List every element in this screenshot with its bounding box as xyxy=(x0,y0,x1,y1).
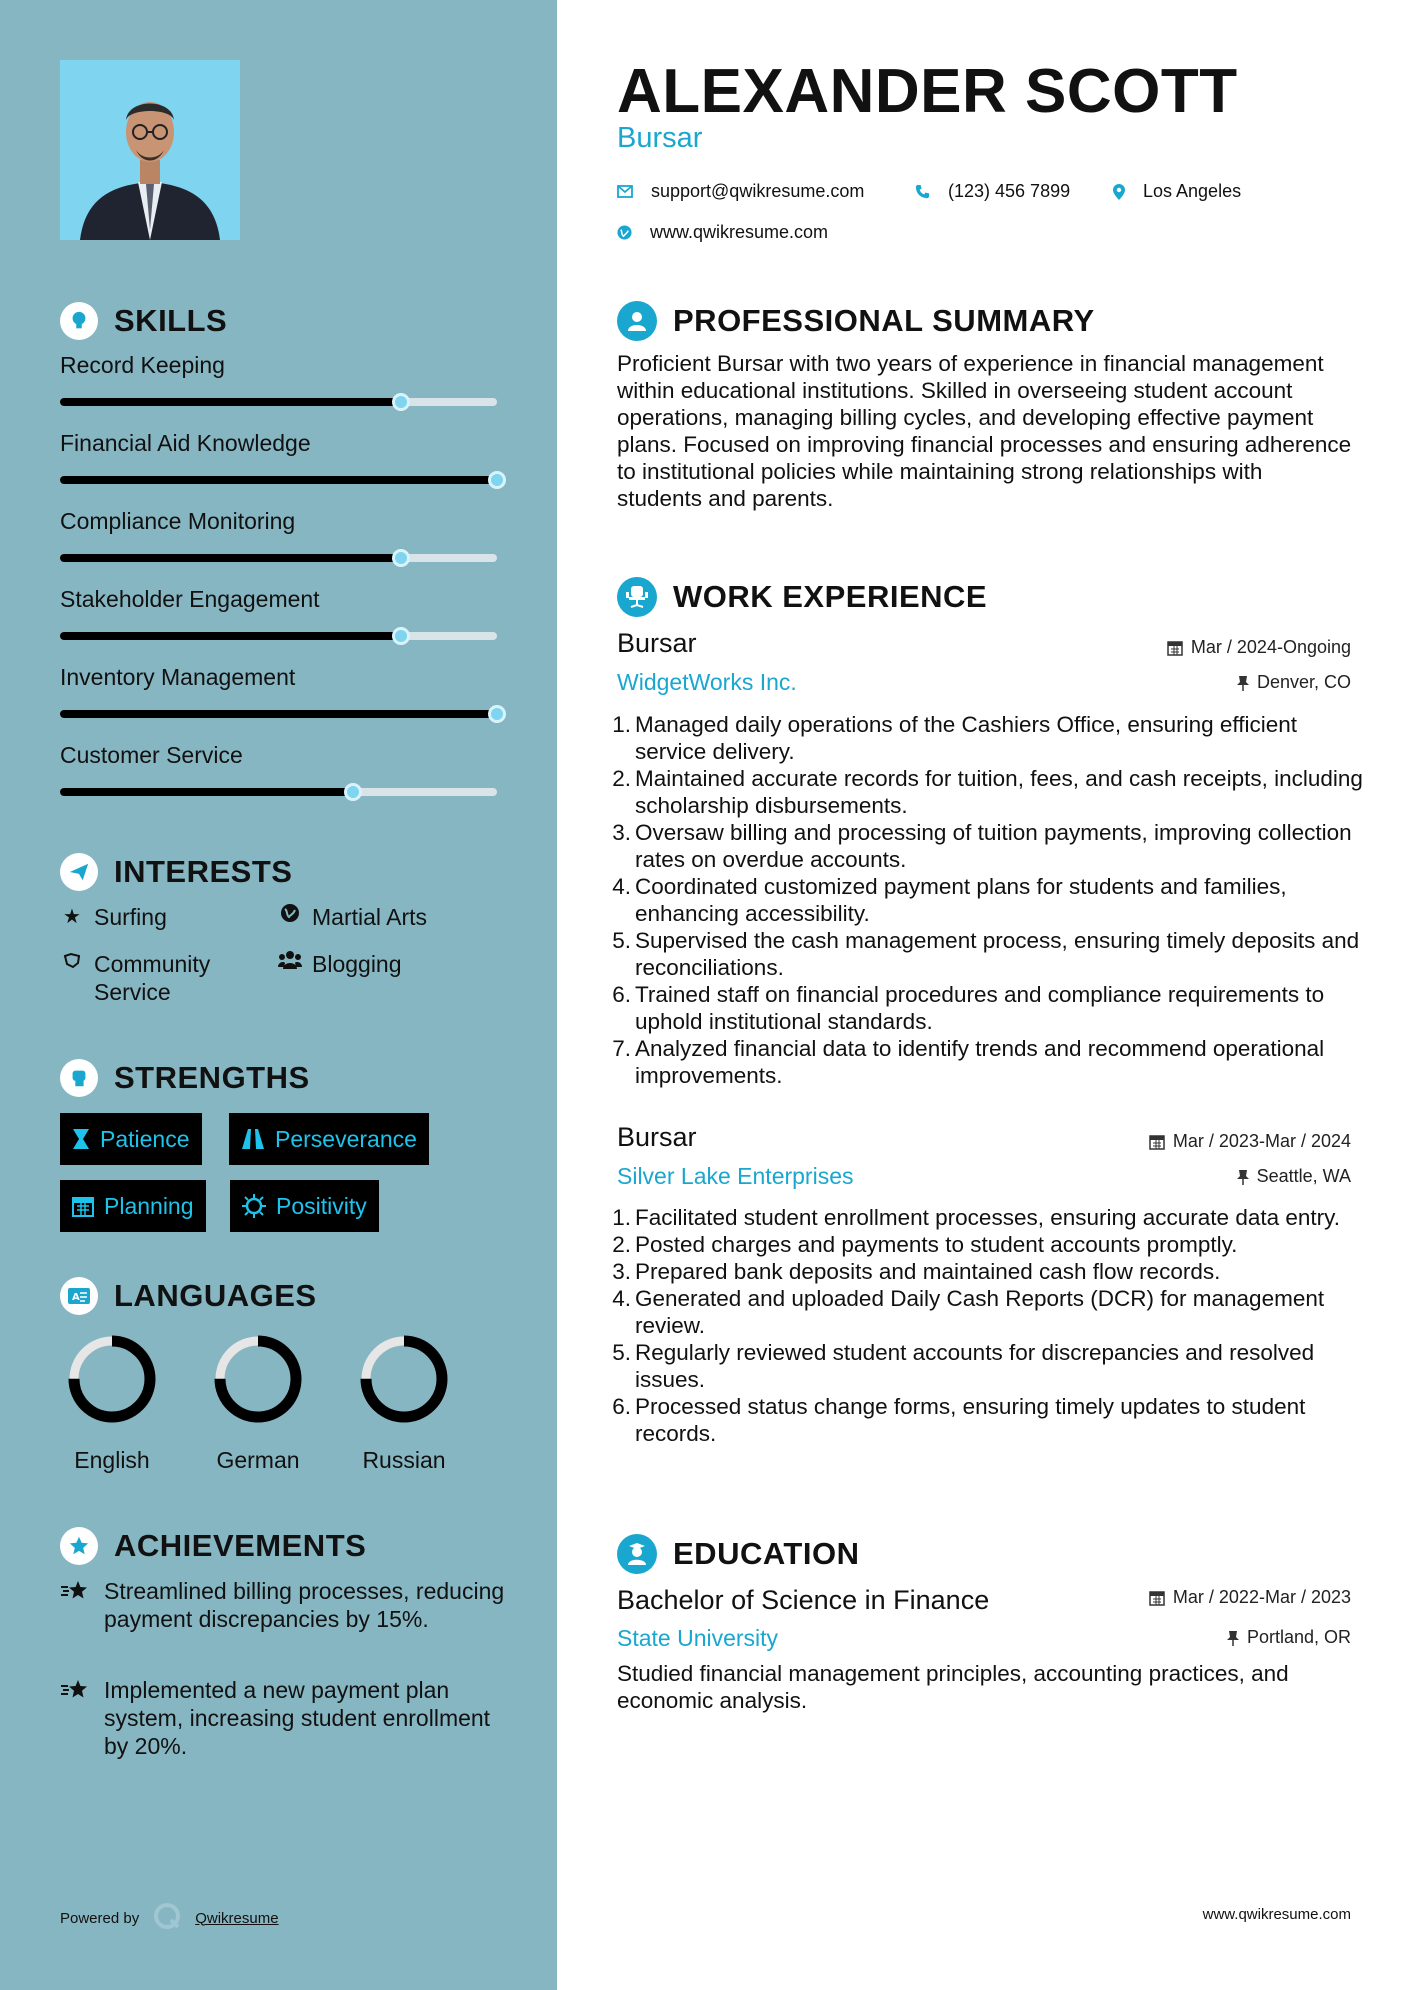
map-pin-icon xyxy=(1113,184,1125,200)
job-dates-text: Mar / 2023-Mar / 2024 xyxy=(1172,1131,1351,1151)
achievement-text: Implemented a new payment plan system, increasing student enrollment by 20%. xyxy=(104,1677,491,1759)
summary-text: Proficient Bursar with two years of experience in financial management within educational institutions. Skilled in overseeing student account operations, managing billing cycles, and developing effective payment plans. Focused on improving financial processes and ensuring adherence to institutional policies while maintaining strong relationships with students and parents. xyxy=(617,351,1352,511)
skill-bar-fill xyxy=(60,554,401,562)
bullet-number: 4. xyxy=(612,874,631,899)
achievement-text: Streamlined billing processes, reducing payment discrepancies by 15%. xyxy=(104,1578,505,1632)
skill-bar-fill xyxy=(60,398,401,406)
strength-tag-planning xyxy=(60,1180,206,1232)
bullet-number: 5. xyxy=(612,1340,631,1365)
summary-title: PROFESSIONAL SUMMARY xyxy=(673,303,1095,338)
bullet-text: Managed daily operations of the Cashiers Office, ensuring efficient service delivery. xyxy=(635,712,1298,764)
job-company: WidgetWorks Inc. xyxy=(617,669,797,695)
bullet-text: Posted charges and payments to student accounts promptly. xyxy=(635,1232,1238,1257)
calendar-icon xyxy=(72,1195,94,1217)
calendar-icon xyxy=(1149,1590,1165,1606)
strength-label: Patience xyxy=(100,1126,190,1152)
bullet-text: Facilitated student enrollment processes, ensuring accurate data entry. xyxy=(635,1205,1340,1230)
skill-label: Customer Service xyxy=(60,742,243,768)
job-bullet xyxy=(609,1285,1369,1339)
job-bullet xyxy=(609,711,1369,765)
job-dates xyxy=(1167,637,1351,658)
job-bullet xyxy=(609,1393,1369,1447)
education-header xyxy=(617,1534,859,1574)
interest-label: Martial Arts xyxy=(312,904,428,930)
job-bullets xyxy=(609,1204,1369,1447)
bullet-text: Supervised the cash management process, ensuring timely deposits and reconciliations. xyxy=(635,928,1360,980)
location-text: Los Angeles xyxy=(1143,181,1242,201)
interest-item-blogging xyxy=(278,950,402,978)
interest-label: Surfing xyxy=(94,904,167,930)
handshake-icon xyxy=(60,950,84,978)
skill-bar-fill xyxy=(60,476,497,484)
job-bullet xyxy=(609,981,1369,1035)
languages-title: LANGUAGES xyxy=(114,1278,317,1313)
users-icon xyxy=(278,950,302,978)
bullet-number: 7. xyxy=(612,1036,631,1061)
strength-tag-positivity xyxy=(230,1180,379,1232)
job-dates-text: Mar / 2024-Ongoing xyxy=(1190,637,1351,657)
strength-label: Perseverance xyxy=(275,1126,417,1152)
education-dates-text: Mar / 2022-Mar / 2023 xyxy=(1172,1587,1351,1607)
job-bullet xyxy=(609,1231,1369,1258)
bullet-text: Trained staff on financial procedures and compliance requirements to uphold institutional standards. xyxy=(635,982,1325,1034)
strengths-title: STRENGTHS xyxy=(114,1060,310,1095)
bullet-number: 1. xyxy=(612,712,631,737)
skill-bar-knob xyxy=(392,549,410,567)
qwikresume-logo-icon xyxy=(153,1902,181,1934)
job-bullet xyxy=(609,765,1369,819)
candidate-name: ALEXANDER SCOTT xyxy=(617,57,1238,126)
school-name: State University xyxy=(617,1625,779,1651)
skill-bar-knob xyxy=(392,393,410,411)
education-description: Studied financial management principles, accounting practices, and economic analysis. xyxy=(617,1661,1289,1713)
experience-header xyxy=(617,577,987,617)
achievement-item xyxy=(60,1577,510,1633)
bullet-text: Generated and uploaded Daily Cash Reports (DCR) for management review. xyxy=(635,1286,1325,1338)
powered-by-label: Powered by xyxy=(60,1909,140,1927)
contact-location xyxy=(1113,181,1241,202)
degree-title: Bachelor of Science in Finance xyxy=(617,1585,990,1615)
job-location-text: Denver, CO xyxy=(1256,672,1351,692)
education-location xyxy=(1227,1627,1351,1648)
interest-item-community-service xyxy=(60,950,260,1006)
experience-title: WORK EXPERIENCE xyxy=(673,579,988,614)
globe-icon xyxy=(278,903,302,931)
skill-bar-knob xyxy=(392,627,410,645)
user-icon xyxy=(617,301,657,341)
skills-header xyxy=(60,302,227,340)
bullet-number: 6. xyxy=(612,1394,631,1419)
shooting-star-icon xyxy=(60,1577,92,1633)
language-card-icon xyxy=(60,1277,98,1315)
job-bullet xyxy=(609,873,1369,927)
calendar-icon xyxy=(1149,1134,1165,1150)
strength-label: Positivity xyxy=(276,1193,367,1219)
paper-plane-icon xyxy=(60,853,98,891)
skill-bar-knob xyxy=(344,783,362,801)
skill-bar-fill xyxy=(60,710,497,718)
skill-bar xyxy=(60,632,497,640)
sun-icon xyxy=(242,1194,266,1218)
bullet-text: Analyzed financial data to identify trends and recommend operational improvements. xyxy=(635,1036,1325,1088)
office-chair-icon xyxy=(617,577,657,617)
candidate-role: Bursar xyxy=(617,122,703,154)
fist-icon xyxy=(60,1059,98,1097)
skill-label: Compliance Monitoring xyxy=(60,508,296,534)
job-bullet xyxy=(609,819,1369,873)
star-icon: ★ xyxy=(63,906,81,928)
bullet-number: 2. xyxy=(612,766,631,791)
svg-text:A: A xyxy=(72,1292,80,1303)
job-title: Bursar xyxy=(617,1122,697,1152)
bullet-text: Regularly reviewed student accounts for discrepancies and resolved issues. xyxy=(635,1340,1315,1392)
phone-icon xyxy=(915,184,930,199)
skill-bar xyxy=(60,788,497,796)
language-ring xyxy=(66,1333,158,1425)
achievements-title: ACHIEVEMENTS xyxy=(114,1528,367,1563)
bullet-number: 6. xyxy=(612,982,631,1007)
job-bullet xyxy=(609,1339,1369,1393)
bullet-number: 2. xyxy=(612,1232,631,1257)
summary-header xyxy=(617,301,1095,341)
pushpin-icon xyxy=(1237,675,1249,691)
bullet-text: Prepared bank deposits and maintained cash flow records. xyxy=(635,1259,1221,1284)
language-label: German xyxy=(216,1447,300,1473)
bullet-text: Coordinated customized payment plans for students and families, enhancing accessibility. xyxy=(635,874,1287,926)
job-bullet xyxy=(609,1258,1369,1285)
job-location-text: Seattle, WA xyxy=(1256,1166,1351,1186)
language-ring xyxy=(358,1333,450,1425)
bullet-number: 3. xyxy=(612,1259,631,1284)
footer-website[interactable]: www.qwikresume.com xyxy=(1202,1906,1351,1923)
skill-label: Record Keeping xyxy=(60,352,225,378)
language-ring xyxy=(212,1333,304,1425)
skill-bar-fill xyxy=(60,788,353,796)
skill-bar xyxy=(60,476,497,484)
website-text: www.qwikresume.com xyxy=(650,222,829,242)
skill-bar-fill xyxy=(60,632,401,640)
language-label: Russian xyxy=(362,1447,446,1473)
graduate-icon xyxy=(617,1534,657,1574)
strength-tag-patience xyxy=(60,1113,202,1165)
job-title: Bursar xyxy=(617,628,697,658)
achievement-item xyxy=(60,1676,510,1760)
email-text: support@qwikresume.com xyxy=(651,181,865,201)
bullet-number: 1. xyxy=(612,1205,631,1230)
strength-label: Planning xyxy=(104,1193,194,1219)
interests-title: INTERESTS xyxy=(114,854,293,889)
languages-header xyxy=(60,1277,317,1315)
phone-text: (123) 456 7899 xyxy=(948,181,1071,201)
powered-by xyxy=(60,1902,279,1934)
envelope-icon xyxy=(617,185,633,198)
job-company: Silver Lake Enterprises xyxy=(617,1163,854,1189)
skills-title: SKILLS xyxy=(114,303,228,338)
bullet-number: 5. xyxy=(612,928,631,953)
main-content xyxy=(557,0,1407,1990)
interests-header xyxy=(60,853,292,891)
strengths-header xyxy=(60,1059,310,1097)
job-bullet xyxy=(609,1035,1369,1089)
achievements-header xyxy=(60,1527,366,1565)
job-dates xyxy=(1149,1131,1351,1152)
globe-icon xyxy=(617,225,632,240)
qwikresume-link[interactable]: Qwikresume xyxy=(195,1909,279,1927)
road-icon xyxy=(241,1129,265,1149)
interest-label: Blogging xyxy=(312,951,402,977)
job-bullet xyxy=(609,1204,1369,1231)
shooting-star-icon xyxy=(60,1676,92,1760)
education-location-text: Portland, OR xyxy=(1246,1627,1351,1647)
education-dates xyxy=(1149,1587,1351,1608)
education-title: EDUCATION xyxy=(673,1536,860,1571)
interest-item-surfing xyxy=(60,903,167,931)
contact-email[interactable] xyxy=(617,181,864,202)
interest-item-martial-arts xyxy=(278,903,427,931)
hourglass-icon xyxy=(72,1128,90,1150)
bullet-number: 3. xyxy=(612,820,631,845)
skill-label: Stakeholder Engagement xyxy=(60,586,320,612)
job-location xyxy=(1237,672,1351,693)
star-badge-icon xyxy=(60,1527,98,1565)
job-bullets xyxy=(609,711,1369,1089)
bullet-number: 4. xyxy=(612,1286,631,1311)
skill-bar xyxy=(60,710,497,718)
calendar-icon xyxy=(1167,640,1183,656)
skill-bar-knob xyxy=(488,705,506,723)
bullet-text: Processed status change forms, ensuring timely updates to student records. xyxy=(635,1394,1306,1446)
job-location xyxy=(1237,1166,1351,1187)
language-label: English xyxy=(74,1447,150,1473)
contact-phone[interactable] xyxy=(915,181,1070,202)
pushpin-icon xyxy=(1237,1169,1249,1185)
skill-bar xyxy=(60,398,497,406)
interest-label: Community Service xyxy=(94,951,211,1005)
skill-bar xyxy=(60,554,497,562)
skill-bar-knob xyxy=(488,471,506,489)
bullet-text: Maintained accurate records for tuition, fees, and cash receipts, including scholarship disbursements. xyxy=(635,766,1363,818)
skill-label: Inventory Management xyxy=(60,664,296,690)
profile-photo xyxy=(60,60,240,240)
skill-label: Financial Aid Knowledge xyxy=(60,430,311,456)
job-bullet xyxy=(609,927,1369,981)
bullet-text: Oversaw billing and processing of tuition payments, improving collection rates on overdue accounts. xyxy=(635,820,1352,872)
contact-website[interactable] xyxy=(617,222,828,243)
sidebar xyxy=(0,0,557,1990)
lightbulb-icon xyxy=(60,302,98,340)
pushpin-icon xyxy=(1227,1630,1239,1646)
strength-tag-perseverance xyxy=(229,1113,429,1165)
